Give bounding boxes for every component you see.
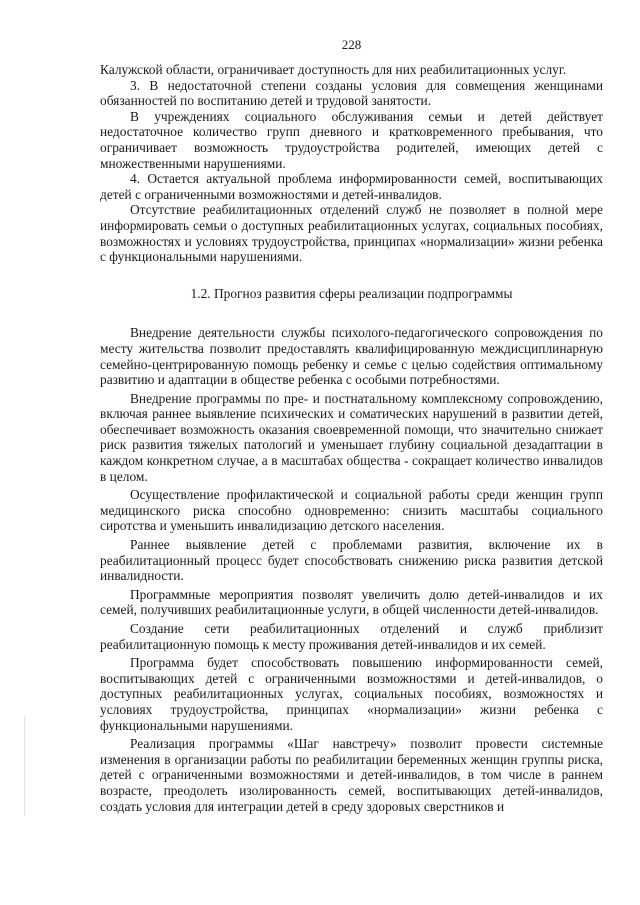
- page-number: 228: [341, 37, 362, 52]
- intro-paragraph-4: 4. Остается актуальной проблема информированности семей, воспитывающих детей с ограниченными возможностями и детей-инвалидов.: [100, 171, 603, 202]
- body-paragraph-2: Внедрение программы по пре- и постнатальному комплексному сопровождению, включая раннее выявление психических и соматических нарушений в развитии детей, обеспечивает возможность оказания своевременной помощи, что значительно снижает риск развития тяжелых патологий и уменьшает глубину социальной дезадаптации в каждом конкретном случае, а в масштабах общества - сокращает количество инвалидов в целом.: [100, 390, 603, 484]
- scan-margin-mark: [24, 716, 25, 816]
- body-paragraph-6: Создание сети реабилитационных отделений и служб приблизит реабилитационную помощь к месту проживания детей-инвалидов и их семей.: [100, 621, 603, 652]
- intro-paragraph-1: Калужской области, ограничивает доступность для них реабилитационных услуг.: [100, 62, 567, 77]
- section-heading: 1.2. Прогноз развития сферы реализации подпрограммы: [190, 285, 513, 301]
- document-page: [100, 0, 603, 905]
- body-paragraph-8: Реализация программы «Шаг навстречу» позволит провести системные изменения в организации работы по реабилитации беременных женщин группы риска, детей с ограниченными возможностями и детей-инвалидов, в том числе в раннем возрасте, преодолеть изолированность семей, воспитывающих детей-инвалидов, создать условия для интеграции детей в среду здоровых сверстников и: [100, 736, 603, 814]
- body-paragraph-1: Внедрение деятельности службы психолого-педагогического сопровождения по месту жительства позволит предоставлять квалифицированную междисциплинарную семейно-центрированную помощь ребенку и семье с целью содействия оптимальному развитию и адаптации в обществе ребенка с особыми потребностями.: [100, 325, 603, 388]
- body-paragraph-4: Раннее выявление детей с проблемами развития, включение их в реабилитационный процесс будет способствовать снижению риска развития детской инвалидности.: [100, 537, 603, 584]
- intro-paragraph-2: 3. В недостаточной степени созданы условия для совмещения женщинами обязанностей по воспитанию детей и трудовой занятости.: [100, 77, 603, 109]
- body-paragraph-3: Осуществление профилактической и социальной работы среди женщин групп медицинского риска способно одновременно: снизить масштабы социального сиротства и уменьшить инвалидизацию детского населения.: [100, 487, 603, 534]
- body-paragraph-7: Программа будет способствовать повышению информированности семей, воспитывающих детей с ограниченными возможностями и детей-инвалидов, о доступных реабилитационных услугах, социальных пособиях, возможностях и условиях трудоустройства, принципах «нормализации» жизни ребенка с функциональными нарушениями.: [100, 655, 603, 733]
- document-text: [100, 62, 603, 814]
- intro-paragraph-3: В учреждениях социального обслуживания семьи и детей действует недостаточное количество групп дневного и кратковременного пребывания, что ограничивает возможность трудоустройства родителей, имеющих детей с множественными нарушениями.: [100, 108, 603, 171]
- body-paragraph-5: Программные мероприятия позволят увеличить долю детей-инвалидов и их семей, получивших реабилитационные услуги, в общей численности детей-инвалидов.: [100, 586, 603, 618]
- intro-paragraph-5: Отсутствие реабилитационных отделений служб не позволяет в полной мере информировать семьи о доступных реабилитационных услугах, социальных пособиях, возможностях и условиях трудоустройства, принципах «нормализации» жизни ребенка с функциональными нарушениями.: [100, 202, 603, 265]
